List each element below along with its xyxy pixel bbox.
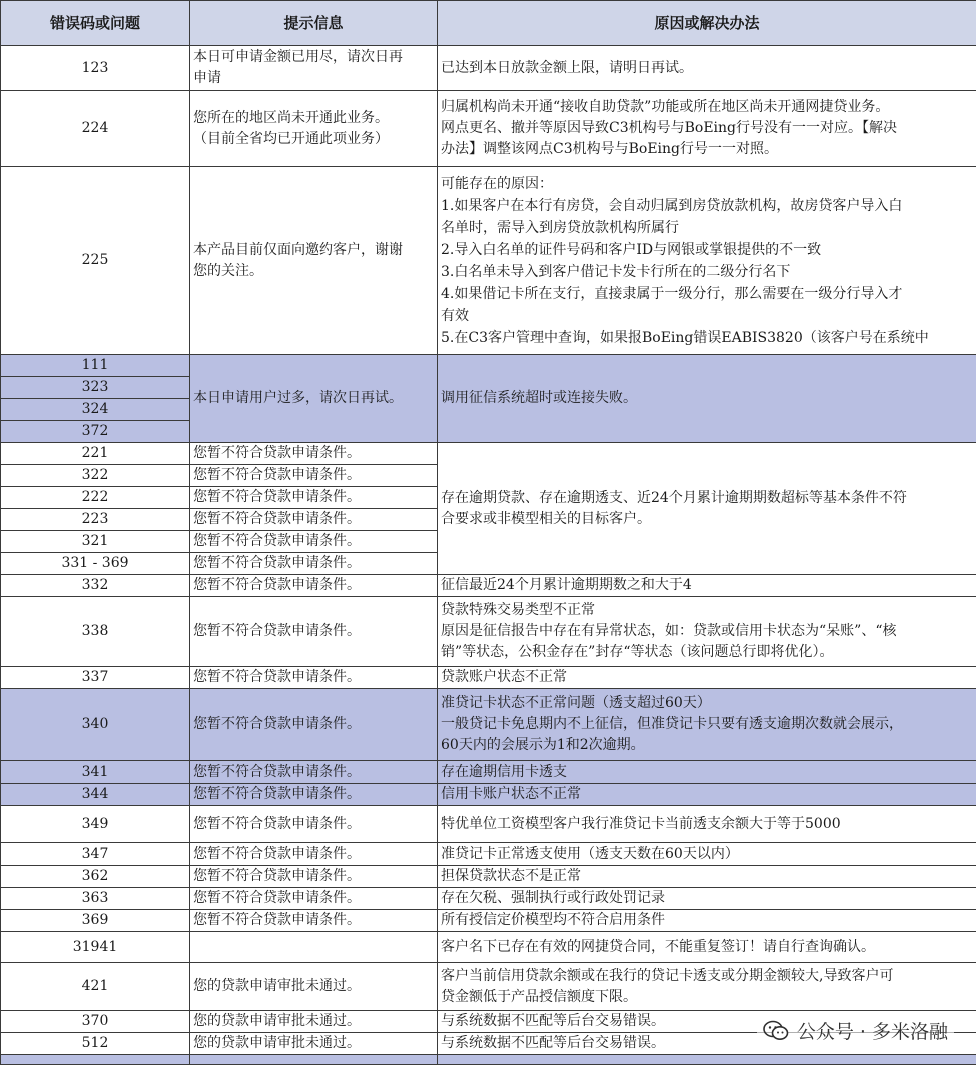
table-row — [1, 597, 976, 667]
table-row — [1, 1055, 976, 1065]
hint-text: 您暂不符合贷款申请条件。 — [190, 465, 438, 487]
table-row — [1, 932, 976, 963]
reason-text: 信用卡账户状态不正常 — [438, 784, 976, 806]
reason-text: 调用征信系统超时或连接失败。 — [438, 355, 976, 443]
hint-text: 您暂不符合贷款申请条件。 — [190, 689, 438, 761]
hint-text: 您暂不符合贷款申请条件。 — [190, 553, 438, 575]
table-header-row — [1, 1, 976, 46]
hint-text: 您暂不符合贷款申请条件。 — [190, 509, 438, 531]
reason-text: 特优单位工资模型客户我行准贷记卡当前透支余额大于等于5000 — [438, 806, 976, 843]
hint-text: 您暂不符合贷款申请条件。 — [190, 597, 438, 667]
reason-text: 贷款特殊交易类型不正常 原因是征信报告中存在有异常状态，如：贷款或信用卡状态为“呆账”、“核 销”等状态，公积金存在”封存“等状态（该问题总行即将优化）。 — [438, 597, 976, 667]
error-code: 362 — [1, 866, 190, 888]
wechat-icon — [763, 1020, 789, 1042]
hint-text: 您所在的地区尚未开通此业务。 （目前全省均已开通此项业务） — [190, 91, 438, 167]
hint-text: 您暂不符合贷款申请条件。 — [190, 888, 438, 910]
error-code: 372 — [1, 421, 190, 443]
error-code: 322 — [1, 465, 190, 487]
header-hint: 提示信息 — [190, 1, 438, 46]
table-row — [1, 910, 976, 932]
header-reason: 原因或解决办法 — [438, 1, 976, 46]
reason-text: 准贷记卡状态不正常问题（透支超过60天） 一般贷记卡免息期内不上征信，但准贷记卡只要有透支逾期次数就会展示， 60天内的会展示为1和2次逾期。 — [438, 689, 976, 761]
table-row — [1, 667, 976, 689]
hint-text: 您暂不符合贷款申请条件。 — [190, 667, 438, 689]
reason-text: 与系统数据不匹配等后台交易错误。 — [438, 1033, 976, 1055]
reason-text: 担保贷款状态不是正常 — [438, 866, 976, 888]
error-code: 349 — [1, 806, 190, 843]
watermark-text: 公众号 · 多米洛融 — [797, 1017, 948, 1044]
hint-text — [190, 932, 438, 963]
error-code: 221 — [1, 443, 190, 465]
error-code: 223 — [1, 509, 190, 531]
reason-text: 归属机构尚未开通“接收自助贷款”功能或所在地区尚未开通网捷贷业务。 网点更名、撤并等原因导致C3机构号与BoEing行号没有一一对应。【解决 办法】调整该网点C3机构号与BoEing行号一一对照。 — [438, 91, 976, 167]
hint-text: 您暂不符合贷款申请条件。 — [190, 575, 438, 597]
table-row — [1, 46, 976, 91]
reason-text: 征信最近24个月累计逾期期数之和大于4 — [438, 575, 976, 597]
error-code: 363 — [1, 888, 190, 910]
reason-text: 存在逾期信用卡透支 — [438, 761, 976, 784]
table-row — [1, 806, 976, 843]
error-code: 321 — [1, 531, 190, 553]
hint-text: 本产品目前仅面向邀约客户，谢谢 您的关注。 — [190, 167, 438, 355]
hint-text: 您的贷款申请审批未通过。 — [190, 1011, 438, 1033]
error-code: 224 — [1, 91, 190, 167]
table-row — [1, 866, 976, 888]
error-code: 344 — [1, 784, 190, 806]
error-code: 225 — [1, 167, 190, 355]
error-code: 369 — [1, 910, 190, 932]
hint-text: 您暂不符合贷款申请条件。 — [190, 866, 438, 888]
error-code: 323 — [1, 377, 190, 399]
error-code: 222 — [1, 487, 190, 509]
reason-text: 存在欠税、强制执行或行政处罚记录 — [438, 888, 976, 910]
hint-text: 您暂不符合贷款申请条件。 — [190, 784, 438, 806]
hint-text: 您暂不符合贷款申请条件。 — [190, 487, 438, 509]
error-code: 31941 — [1, 932, 190, 963]
error-code: 337 — [1, 667, 190, 689]
hint-text: 本日可申请金额已用尽，请次日再 申请 — [190, 46, 438, 91]
hint-text: 您暂不符合贷款申请条件。 — [190, 910, 438, 932]
table-row — [1, 443, 976, 465]
error-code: 331 - 369 — [1, 553, 190, 575]
table-row — [1, 843, 976, 866]
error-code: 341 — [1, 761, 190, 784]
error-code: 111 — [1, 355, 190, 377]
error-code: 332 — [1, 575, 190, 597]
table-row — [1, 355, 976, 377]
error-code: 340 — [1, 689, 190, 761]
hint-text: 本日申请用户过多，请次日再试。 — [190, 355, 438, 443]
table-row — [1, 575, 976, 597]
hint-text: 您暂不符合贷款申请条件。 — [190, 761, 438, 784]
table-row — [1, 784, 976, 806]
error-code: 421 — [1, 963, 190, 1011]
error-code: 512 — [1, 1033, 190, 1055]
table-row — [1, 761, 976, 784]
table-row — [1, 888, 976, 910]
reason-text: 与系统数据不匹配等后台交易错误。 — [438, 1011, 976, 1033]
table-row — [1, 689, 976, 761]
error-code: 347 — [1, 843, 190, 866]
reason-text: 可能存在的原因： 1.如果客户在本行有房贷，会自动归属到房贷放款机构，故房贷客户导入白 名单时，需导入到房贷放款机构所属行 2.导入白名单的证件号码和客户ID与网银或掌银提供的不一致 3.白名单未导入到客户借记卡发卡行所在的二级分行名下 4.如果借记卡所在支行，直接隶属于一级分行，那么需要在一级分行导入才 有效 5.在C3客户管理中查询，如果报BoEing错误EABIS3820（该客户号在系统中 — [438, 167, 976, 355]
hint-text: 您暂不符合贷款申请条件。 — [190, 843, 438, 866]
table-row — [1, 963, 976, 1011]
reason-text: 贷款账户状态不正常 — [438, 667, 976, 689]
error-code: 370 — [1, 1011, 190, 1033]
hint-text: 您的贷款申请审批未通过。 — [190, 963, 438, 1011]
error-code: 324 — [1, 399, 190, 421]
error-code: 338 — [1, 597, 190, 667]
table-row — [1, 167, 976, 355]
reason-text: 客户名下已存在有效的网捷贷合同，不能重复签订！请自行查询确认。 — [438, 932, 976, 963]
table-row — [1, 91, 976, 167]
watermark — [757, 1015, 954, 1046]
hint-text: 您暂不符合贷款申请条件。 — [190, 806, 438, 843]
reason-text: 存在逾期贷款、存在逾期透支、近24个月累计逾期期数超标等基本条件不符 合要求或非模型相关的目标客户。 — [438, 443, 976, 575]
reason-text: 已达到本日放款金额上限，请明日再试。 — [438, 46, 976, 91]
hint-text: 您的贷款申请审批未通过。 — [190, 1033, 438, 1055]
hint-text: 您暂不符合贷款申请条件。 — [190, 531, 438, 553]
error-code: 123 — [1, 46, 190, 91]
reason-text: 所有授信定价模型均不符合启用条件 — [438, 910, 976, 932]
hint-text: 您暂不符合贷款申请条件。 — [190, 443, 438, 465]
header-code: 错误码或问题 — [1, 1, 190, 46]
reason-text: 客户当前信用贷款余额或在我行的贷记卡透支或分期金额较大,导致客户可 贷金额低于产品授信额度下限。 — [438, 963, 976, 1011]
reason-text: 准贷记卡正常透支使用（透支天数在60天以内） — [438, 843, 976, 866]
